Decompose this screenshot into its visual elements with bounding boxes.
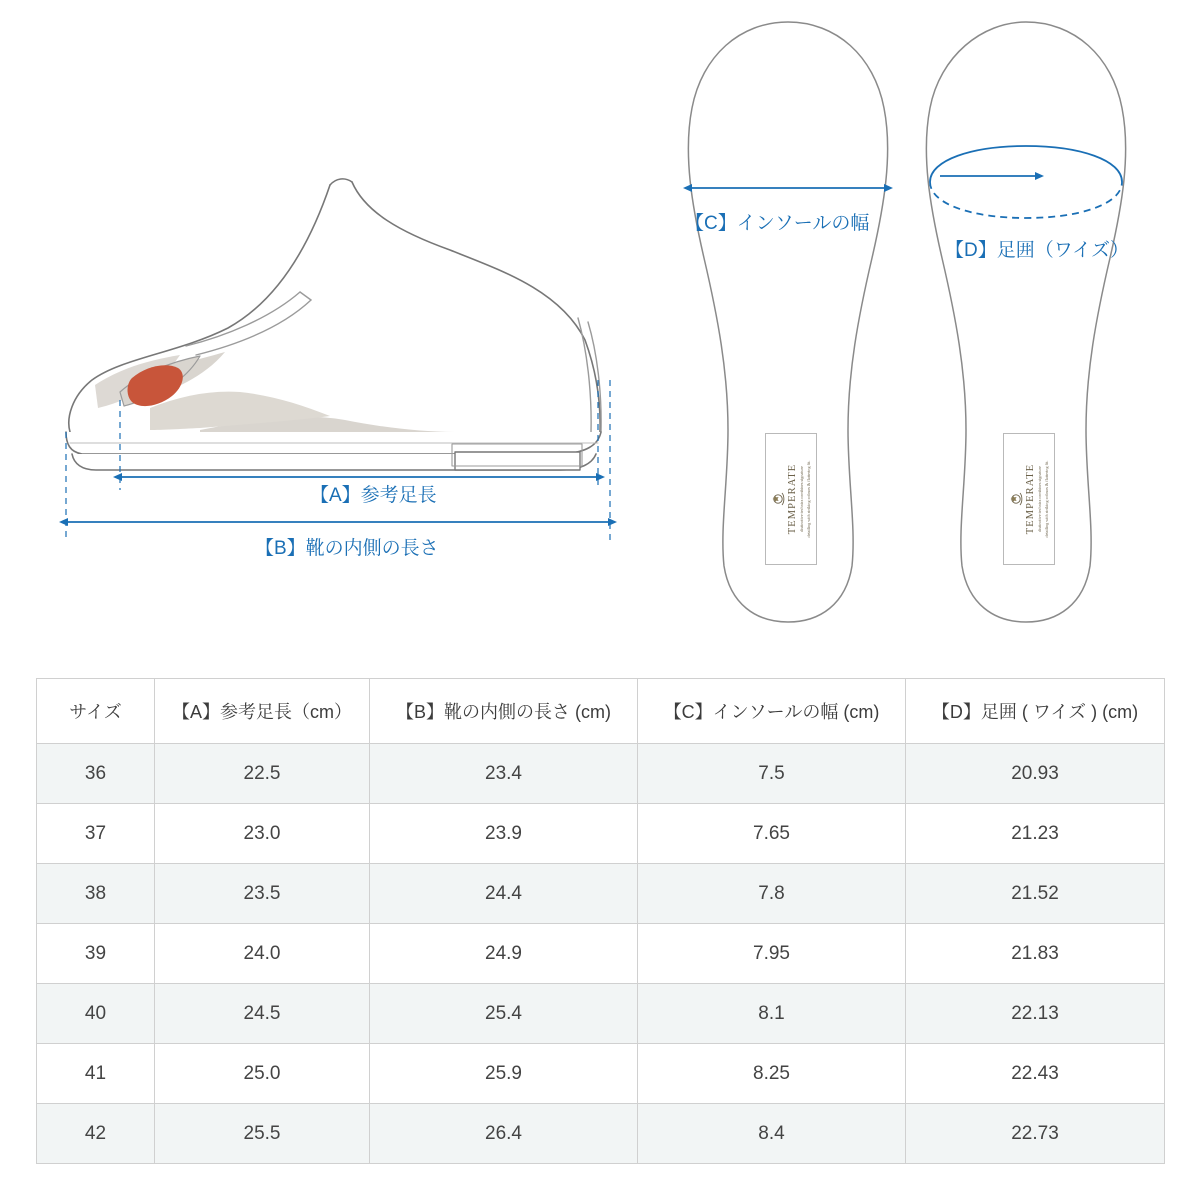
cell-a: 23.5 (155, 864, 370, 924)
cell-b: 25.4 (370, 984, 638, 1044)
brand-tagline-1: distinctive technics combines signature (1036, 466, 1042, 532)
brand-tagline-2: detailing with striking colours & flattering fit. (1043, 460, 1049, 538)
size-table-wrapper (36, 678, 1164, 1164)
cell-d: 22.43 (906, 1044, 1165, 1104)
cell-d: 21.52 (906, 864, 1165, 924)
brand-tagline-2: detailing with striking colours & flattering fit. (805, 460, 811, 538)
cell-c: 7.65 (638, 804, 906, 864)
cell-a: 22.5 (155, 744, 370, 804)
cell-a: 24.5 (155, 984, 370, 1044)
cell-size: 39 (37, 924, 155, 984)
crest-icon (771, 489, 786, 509)
table-header-row (37, 679, 1165, 744)
cell-size: 41 (37, 1044, 155, 1104)
cell-a: 25.5 (155, 1104, 370, 1164)
brand-tagline-1: distinctive technics combines signature (798, 466, 804, 532)
dimension-c-label: 【C】インソールの幅 (685, 213, 870, 234)
header-c: 【C】インソールの幅 (cm) (638, 679, 906, 744)
cell-size: 37 (37, 804, 155, 864)
dimension-a-label: 【A】参考足長 (310, 485, 437, 506)
cell-b: 25.9 (370, 1044, 638, 1104)
cell-size: 40 (37, 984, 155, 1044)
cell-b: 24.9 (370, 924, 638, 984)
cell-d: 22.73 (906, 1104, 1165, 1164)
cell-b: 24.4 (370, 864, 638, 924)
table-row (37, 984, 1165, 1044)
cell-d: 22.13 (906, 984, 1165, 1044)
header-d: 【D】足囲 ( ワイズ ) (cm) (906, 679, 1165, 744)
cell-d: 21.83 (906, 924, 1165, 984)
cell-b: 23.4 (370, 744, 638, 804)
header-size: サイズ (37, 679, 155, 744)
insole-brand-tag-right (1003, 433, 1055, 565)
table-row (37, 864, 1165, 924)
cell-c: 8.25 (638, 1044, 906, 1104)
cell-a: 23.0 (155, 804, 370, 864)
cell-c: 8.4 (638, 1104, 906, 1164)
cell-size: 42 (37, 1104, 155, 1164)
cell-size: 36 (37, 744, 155, 804)
cell-a: 25.0 (155, 1044, 370, 1104)
cell-b: 23.9 (370, 804, 638, 864)
table-row (37, 744, 1165, 804)
table-row (37, 804, 1165, 864)
brand-name: TEMPERATE (1024, 463, 1036, 535)
brand-name: TEMPERATE (786, 463, 798, 535)
cell-c: 7.8 (638, 864, 906, 924)
header-a: 【A】参考足長（cm） (155, 679, 370, 744)
cell-c: 8.1 (638, 984, 906, 1044)
shoe-side-profile (66, 179, 601, 470)
cell-d: 21.23 (906, 804, 1165, 864)
cell-size: 38 (37, 864, 155, 924)
insole-brand-tag-left (765, 433, 817, 565)
dimension-d-label: 【D】足囲（ワイズ） (945, 240, 1129, 261)
cell-d: 20.93 (906, 744, 1165, 804)
table-row (37, 924, 1165, 984)
crest-icon (1009, 489, 1024, 509)
table-row (37, 1044, 1165, 1104)
dimension-b-label: 【B】靴の内側の長さ (255, 538, 439, 559)
cell-c: 7.95 (638, 924, 906, 984)
cell-c: 7.5 (638, 744, 906, 804)
header-b: 【B】靴の内側の長さ (cm) (370, 679, 638, 744)
cell-b: 26.4 (370, 1104, 638, 1164)
cell-a: 24.0 (155, 924, 370, 984)
table-row (37, 1104, 1165, 1164)
size-table (36, 678, 1165, 1164)
